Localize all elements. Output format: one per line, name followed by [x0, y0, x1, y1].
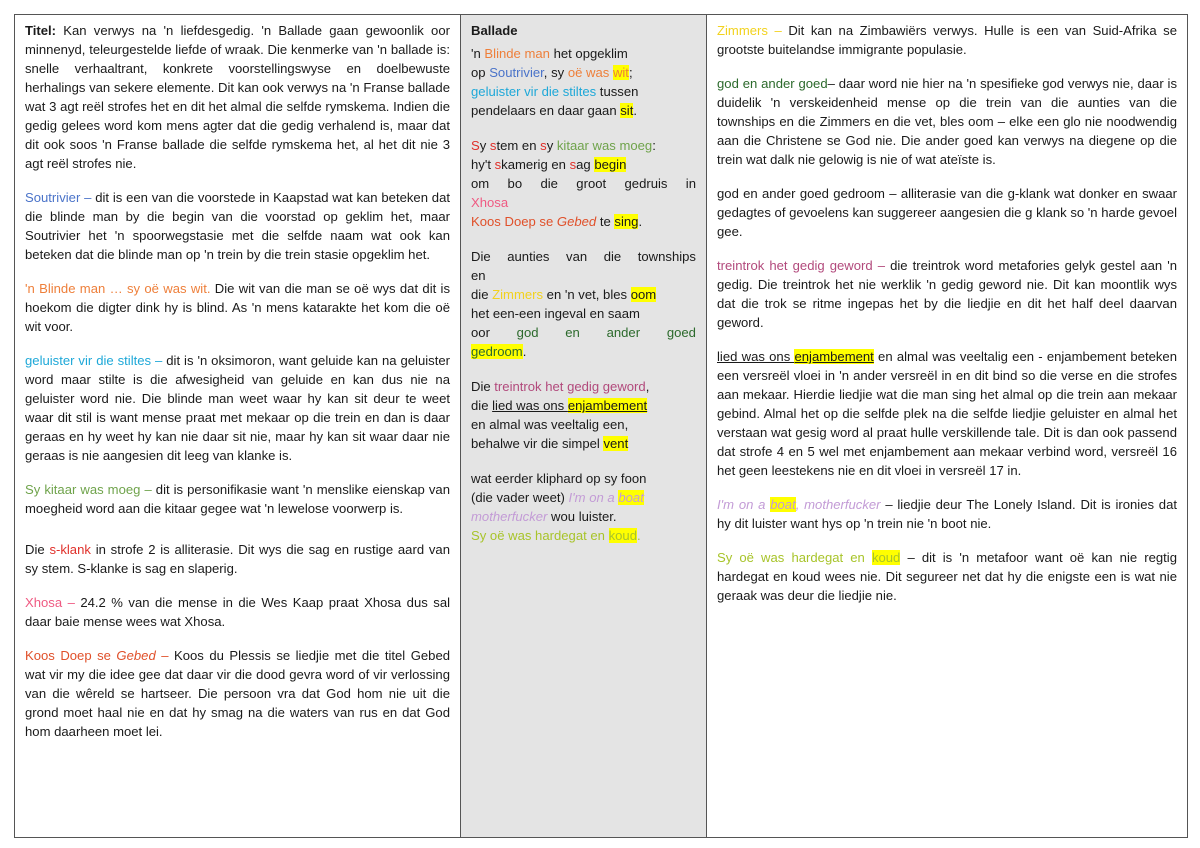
poem-line: Koos Doep se Gebed te sing.	[471, 214, 643, 229]
stanza-2	[471, 136, 696, 231]
boat-note: I'm on a boat, motherfucker – liedjie deur The Lonely Island. Dit is ironies dat hy dit luister want hys op 'n trein nie 'n boot nie.	[717, 497, 1178, 531]
poem-line: en	[471, 268, 486, 283]
kitaar-note: Sy kitaar was moeg – dit is personifikasie want 'n menslike eienskap van moegheid word aan die kitaar gegee wat 'n lewelose voorwerp is.	[25, 482, 450, 516]
poem-line: die Zimmers en 'n vet, bles oom	[471, 287, 657, 302]
left-column	[15, 15, 461, 837]
poem-line: oor god en ander goed	[471, 325, 696, 340]
poem-line: Sy oë was hardegat en koud.	[471, 528, 641, 543]
poem-line: motherfucker wou luister.	[471, 509, 617, 524]
poem-line: geluister vir die stiltes tussen	[471, 84, 639, 99]
blinde-man-note: 'n Blinde man … sy oë was wit. Die wit van die man se oë wys dat dit is hoekom die digter dink hy is blind. As 'n mens katarakte het kom die oë wit voor.	[25, 281, 450, 334]
soutrivier-note: Soutrivier – dit is een van die voorstede in Kaapstad wat kan beteken dat die blinde man by die begin van die voorstad op geklim het, maar Soutrivier het 'n spoorwegstasie met die selfde naam wat ook kan beteken dat die blinde man op 'n trein by die trein stasie opgeklim het.	[25, 190, 450, 262]
gedroom-note: god en ander goed gedroom – alliterasie van die g-klank wat donker en swaar gedagtes of gevoelens kan suggereer aangesien die g klank so 'n harde gevoel gee.	[717, 186, 1177, 239]
stanza-3	[471, 247, 696, 361]
poem-line: wat eerder kliphard op sy foon	[471, 471, 647, 486]
poem-line: Sy stem en sy kitaar was moeg:	[471, 138, 656, 153]
enjambement-note: lied was ons enjambement en almal was veeltalig een - enjambement beteken een versreël vloei in 'n ander versreël in en dit bind so die verse en die strofes aan mekaar. Hierdie liedjie wat die man sing het almal op die trein aan mekaar gebind. Almal het op die selfde plek na die selfde liedjie geluister en almal het verstaan wat gesig word al praat hulle verskillende tale. Dit is dan ook passend dat strofe 4 en 5 wel met enjambement aan mekaar verbind word, versreël 16 het geen leestekens nie en dit vloei in versreël 17 in.	[717, 349, 1177, 478]
zimmers-note: Zimmers – Dit kan na Zimbawiërs verwys. Hulle is een van Suid-Afrika se grootste buitelandse immigrante populasie.	[717, 23, 1178, 57]
poem-column	[461, 15, 707, 837]
poem-line: die lied was ons enjambement	[471, 398, 648, 413]
poem-title: Ballade	[471, 23, 518, 38]
poem-line: om bo die groot gedruis in	[471, 176, 696, 191]
poem-line: gedroom.	[471, 344, 527, 359]
poem-line: hy't skamerig en sag begin	[471, 157, 627, 172]
poem-line: 'n Blinde man het opgeklim	[471, 46, 628, 61]
poem-line: Xhosa	[471, 195, 509, 210]
stiltes-note: geluister vir die stiltes – dit is 'n oksimoron, want geluide kan na geluister word maar stilte is die afwesigheid van geluide en kan dus nie na geluister word nie. Die blinde man weet waar hy kan sit deur te weet waar dit stil is want mense praat met mekaar op die trein en dan is daar geraas en hy weet hy kan nie daar sit nie, maar hy kan sit waar daar nie geraas is nie aangesien dit leeg van klanke is.	[25, 353, 450, 463]
poem-analysis-table	[14, 14, 1188, 838]
poem-line: op Soutrivier, sy oë was wit;	[471, 65, 633, 80]
stanza-4	[471, 377, 696, 453]
poem-line: het een-een ingeval en saam	[471, 306, 640, 321]
xhosa-note: Xhosa – 24.2 % van die mense in die Wes Kaap praat Xhosa dus sal daar baie mense wees wat Xhosa.	[25, 595, 451, 629]
stanza-1	[471, 44, 696, 120]
poem-line: Die treintrok het gedig geword,	[471, 379, 650, 394]
title-note: Titel: Kan verwys na 'n liefdesgedig. 'n Ballade gaan gewoonlik oor minnenyd, teleurgestelde liefde of wraak. Die kenmerke van 'n ballade is: snelle verhaaltrant, konkrete voorstellingswyse en doelbewuste herhalings van sekere elemente. Dit kan ook verwys na 'n Franse ballade wat 3 agt reël strofes het en dit het almal die selfde rymskema. Indien die gedig gelees word kom mens agter dat die gedig verhalend is, maar dat dit ook soos 'n Franse ballade die selfde rymskema het, al het dit nie 3 agt reël strofes nie.	[25, 23, 450, 171]
stanza-5	[471, 469, 696, 545]
treintrok-note: treintrok het gedig geword – die treintrok word metafories gelyk gestel aan 'n gedig. Die treintrok het nie werklik 'n gedig geword nie. Dit kan moontlik wys dat die trok se ritme ingepas het by die liedjie en dit het half deel daarvan geword.	[717, 258, 1177, 330]
poem-line: Die aunties van die townships	[471, 249, 696, 264]
poem-line: pendelaars en daar gaan sit.	[471, 103, 637, 118]
koos-doep-note: Koos Doep se Gebed – Koos du Plessis se liedjie met die titel Gebed wat vir my die idee gee dat daar vir die dood gevra word of vir verlossing van die wêreld se hartseer. Die persoon vra dat God hom nie uit die grond moet haal nie en dat hy smag na die waters van rus en dat God hom daarheen moet lei.	[25, 648, 451, 739]
right-column	[707, 15, 1187, 837]
s-klank-note: Die s-klank in strofe 2 is alliterasie. Dit wys die sag en rustige aard van sy stem. S-klanke is sag en slaperig.	[25, 542, 450, 576]
god-note: god en ander goed– daar word nie hier na 'n spesifieke god verwys nie, daar is duidelik 'n verskeidenheid mense op die trein van die aunties van die townships en die Zimmers en die vet, bles oom – elke een glo nie noodwendig aan die Christene se God nie. Die ander goed kan verwys na diegene op die trein wat dalk nie gelowig is nie of wat ateïste is.	[717, 76, 1177, 167]
poem-line: (die vader weet) I'm on a boat	[471, 490, 644, 505]
koud-note: Sy oë was hardegat en koud – dit is 'n metafoor want oë kan nie regtig hardegat en koud wees nie. Dit segureer net dat hy die enigste een is wat nie geraak was deur die liedjie nie.	[717, 550, 1178, 603]
poem-line: behalwe vir die simpel vent	[471, 436, 629, 451]
poem-line: en almal was veeltalig een,	[471, 417, 629, 432]
